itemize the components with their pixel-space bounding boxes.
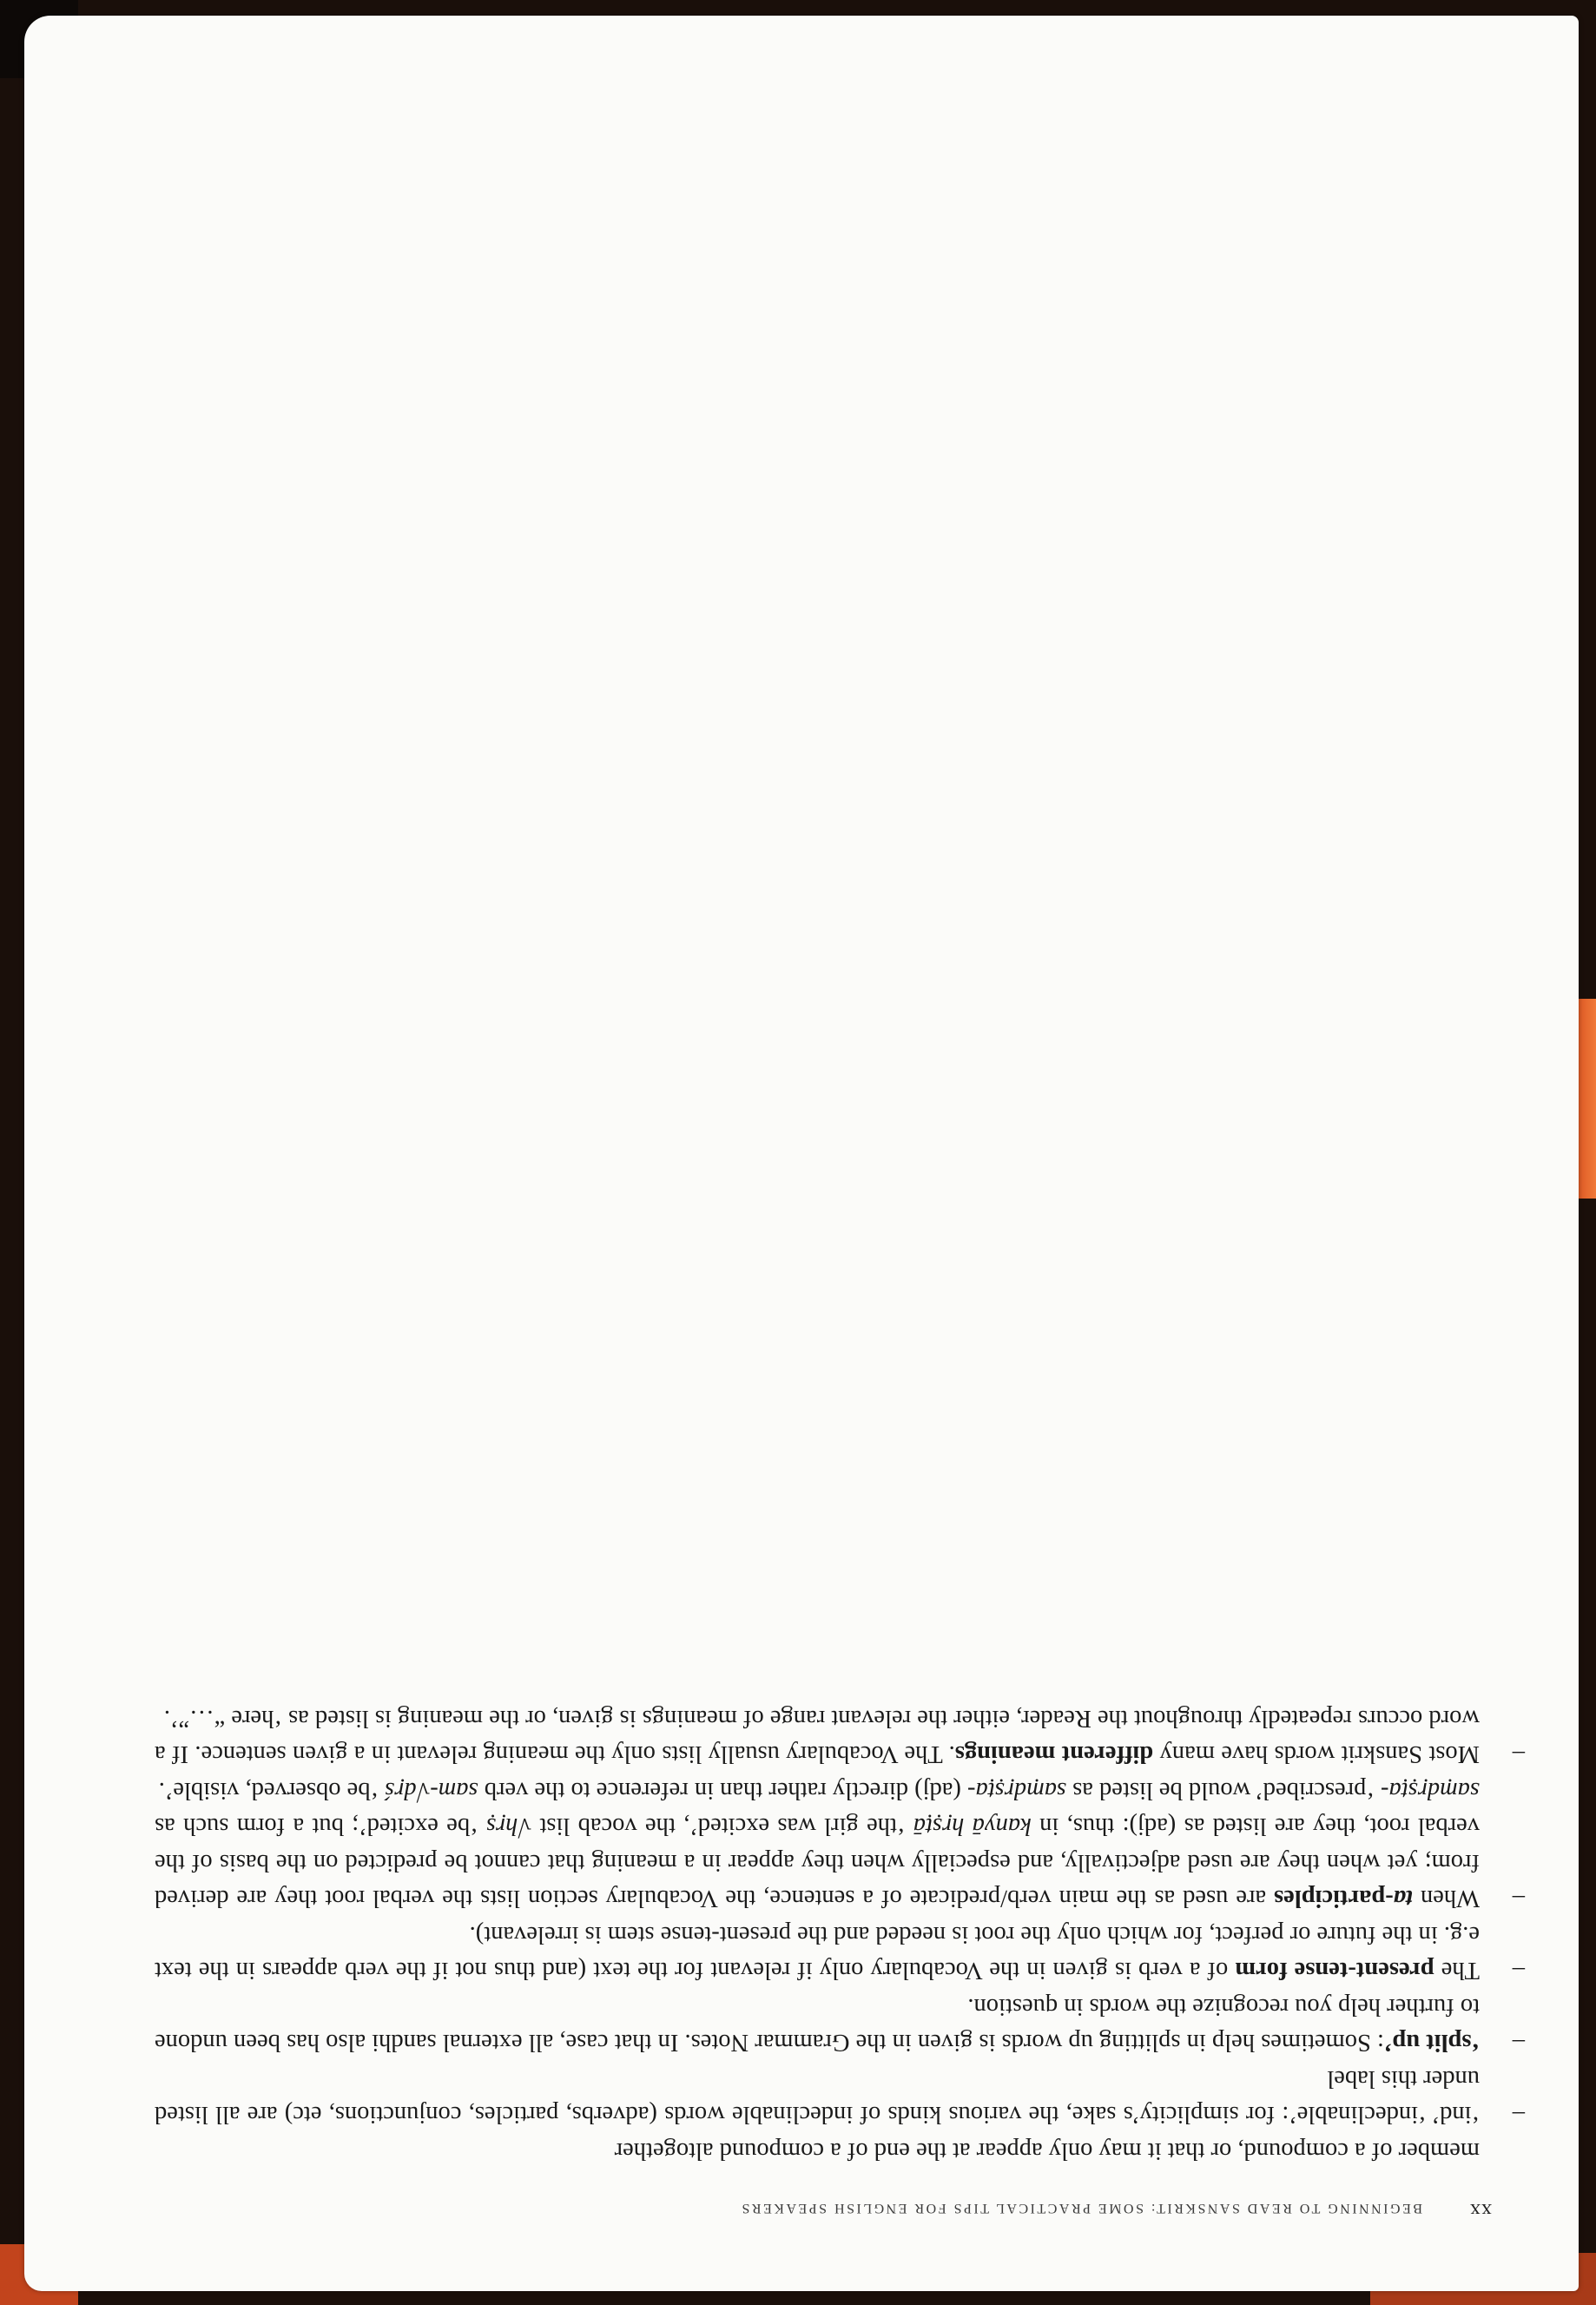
list-item-text: are used as the main verb/predicate of a sentence, the Vocabulary section lists the verbal root they are derived from; yet when they are used adjectivally, and especially when they appear in a meaning that cannot be predicted on the basis of the verbal root, they are listed as (adj): thus, in <box>155 1813 1480 1912</box>
list-item-text: Most Sanskrit words have many <box>1153 1740 1480 1768</box>
list-item <box>155 1701 1525 1773</box>
list-item-text: ‘be excited’; but a form such as <box>154 1813 486 1840</box>
running-head <box>155 2198 1492 2222</box>
sanskrit-example: saṃdṛṣṭa- <box>967 1777 1067 1804</box>
book-page <box>24 16 1579 2291</box>
list-item-text: ‘the girl was excited’, the vocab list <box>531 1813 913 1840</box>
list-item-text: When <box>1412 1885 1480 1912</box>
list-item-text: The <box>1434 1957 1480 1985</box>
list-item <box>155 2061 1525 2133</box>
page-content <box>154 1353 1525 2222</box>
list-item <box>154 1773 1525 1917</box>
list-item-text: ‘prescribed’ would be listed as <box>1066 1777 1381 1804</box>
term-bold-italic: ta <box>1393 1885 1413 1912</box>
bullet-dash: – <box>1512 1957 1525 1985</box>
body-text <box>154 1701 1525 2170</box>
running-head-title: BEGINNING TO READ SANSKRIT: SOME PRACTICAL TIPS FOR ENGLISH SPEAKERS <box>739 2201 1422 2216</box>
bullet-dash: – <box>1512 1885 1525 1912</box>
list-item-text: . The Vocabulary usually lists only the meaning relevant in a given sentence. If a word occurs repeatedly throughout the Reader, either the relevant range of meanings is given, or the meaning is listed as ‘here “…”’. <box>155 1705 1480 1768</box>
list-item-text: (adj) directly rather than in reference to the verb <box>478 1777 968 1804</box>
list-item <box>154 1917 1525 1989</box>
sanskrit-example: sam-√dṛś <box>385 1777 478 1804</box>
bullet-list <box>154 1701 1525 2133</box>
list-item-text: : Sometimes help in splitting up words is given in the Grammar Notes. In that case, all external sandhi also has been undone to further help you recognize the words in question. <box>155 1993 1480 2057</box>
page-number: xx <box>1469 2199 1492 2222</box>
term-bold: ‘split up’ <box>1383 2029 1480 2057</box>
term-bold: different meanings <box>954 1740 1154 1768</box>
bullet-dash: – <box>1512 2101 1525 2129</box>
sanskrit-example: √hṛṣ <box>485 1813 532 1840</box>
bullet-dash: – <box>1512 2029 1525 2057</box>
list-item-text: ‘be observed, visible’. <box>158 1777 386 1804</box>
list-item-text: ‘ind’ ‘indeclinable’: for simplicity’s sake, the various kinds of indeclinable words (adverbs, particles, conjunctions, etc) are all listed under this label <box>155 2065 1480 2129</box>
sanskrit-example: saṃdṛṣṭa- <box>1380 1777 1480 1804</box>
list-item-text: of a verb is given in the Vocabulary only if relevant for the text (and thus not if the verb appears in the text e.g. in the future or perfect, for which only the root is needed and the present-tense stem is irrelevant). <box>154 1921 1480 1985</box>
continuation-paragraph: member of a compound, or that it may only appear at the end of a compound altogether <box>614 2137 1480 2164</box>
term-bold <box>1274 1886 1413 1912</box>
term-bold: -participles <box>1274 1885 1394 1912</box>
term-bold: present-tense form <box>1235 1957 1434 1985</box>
list-item <box>155 1989 1525 2061</box>
bullet-dash: – <box>1512 1740 1525 1768</box>
sanskrit-example: kanyā hṛṣṭā <box>913 1813 1032 1840</box>
